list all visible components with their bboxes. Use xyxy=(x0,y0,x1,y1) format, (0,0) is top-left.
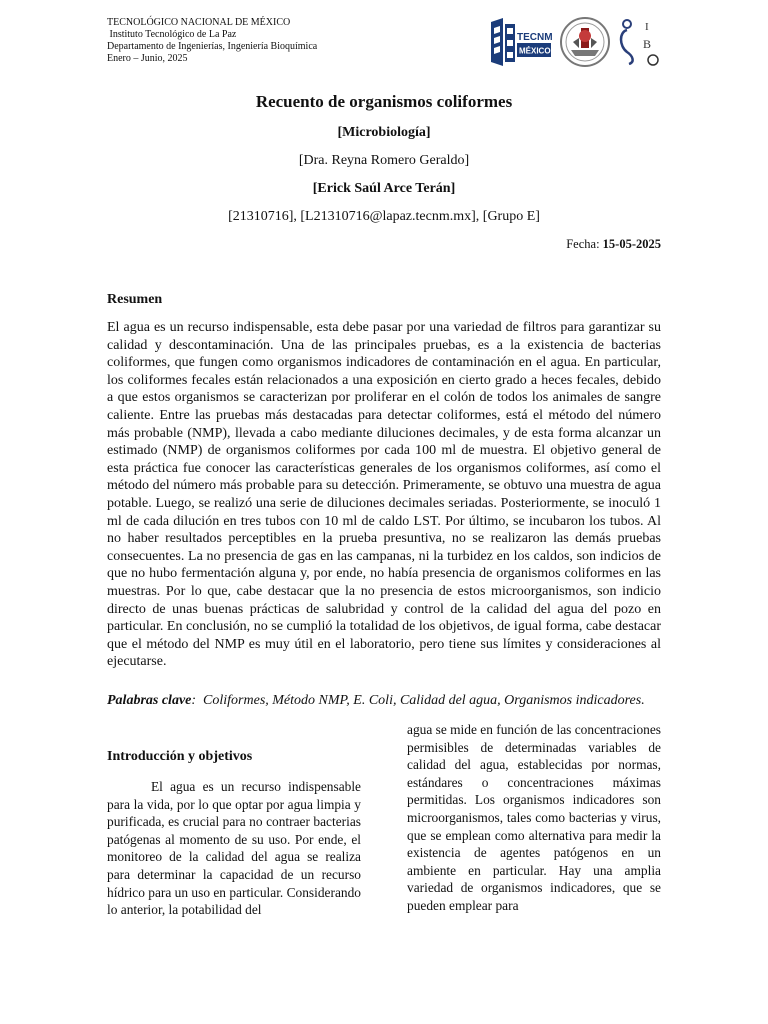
header-line-3: Departamento de Ingenierías, Ingeniería Bioquímica xyxy=(107,41,318,52)
ib-logo xyxy=(617,16,663,68)
ib-logo-b: B xyxy=(643,37,652,51)
keywords xyxy=(107,693,661,709)
intro-heading: Introducción y objetivos xyxy=(107,749,253,764)
logo-strip xyxy=(489,16,664,68)
header-line-2: Instituto Tecnológico de La Paz xyxy=(107,29,237,40)
keywords-sep: : xyxy=(191,693,204,708)
abstract-heading: Resumen xyxy=(107,292,163,307)
student-ids: [21310716], [L21310716@lapaz.tecnm.mx], [Grupo E] xyxy=(228,209,540,224)
intro-left-column: El agua es un recurso indispensable para la vida, por lo que optar por agua limpia y purificada, es crucial para no contraer bacterias patógenas al momento de su uso. Por ende, el monitoreo de la calidad del agua se realiza para determinar la capacidad de un recurso hídrico para un uso en particular. Considerando lo anterior, la potabilidad del xyxy=(107,779,361,918)
ib-logo-i: I xyxy=(645,21,649,33)
keywords-text: Coliformes, Método NMP, E. Coli, Calidad del agua, Organismos indicadores. xyxy=(203,693,645,708)
date-label: Fecha: xyxy=(566,237,603,251)
itlp-seal-logo xyxy=(559,16,611,68)
abstract-text: El agua es un recurso indispensable, esta debe pasar por una variedad de filtros para garantizar su calidad y descontaminación. Una de las principales pruebas, es a la existencia de bacterias coliformes, que fungen como organismos indicadores de contaminación en el agua. En particular, los coliformes fecales están relacionados a una exposición en cierto grado a heces fecales, debido a que estos organismos se caracterizan por proliferar en el colón de todos los animales de sangre caliente. Entre las pruebas más destacadas para detectar coliformes, está el método del número más probable (NMP), llevada a cabo mediante diluciones decimales, y de esta forma alcanzar un estimado (NMP) de organismos coliformes por cada 100 ml de muestra. El objetivo general de esta práctica fue conocer las características generales de los organismos coliformes, así como el método del número más probable para su detección. Primeramente, se obtuvo una muestra de agua potable. Luego, se realizó una serie de diluciones decimales seriadas. Posteriormente, se inoculó 1 ml de cada dilución en tres tubos con 10 ml de caldo LST. Por último, se incubaron los tubos. Al no haber resultados perceptibles en la prueba presuntiva, no se realizaron las demás pruebas consecuentes. La no presencia de gas en las campanas, ni la turbidez en los caldos, son indicios de que no hubo fermentación alguna y, por ende, no había presencia de organismos coliformes en las muestras. Por lo que, cabe destacar que la no presencia de estos microorganismos, son indicio directo de unas buenas prácticas de salubridad y control de la calidad del agua del pozo en particular. En conclusión, no se cumplió la totalidad de los objetivos, de igual forma, cabe destacar que el método del NMP es muy útil en el laboratorio, pero tiene sus límites y consideraciones al ejecutarse. xyxy=(107,320,661,670)
tecnm-logo xyxy=(489,16,553,68)
mexico-logo-text: MÉXICO xyxy=(519,46,551,56)
paper-title: Recuento de organismos coliformes xyxy=(255,92,513,111)
course-name: [Microbiología] xyxy=(337,125,431,140)
header-line-4: Enero – Junio, 2025 xyxy=(107,53,188,64)
institution-header xyxy=(107,17,317,65)
intro-right-column: agua se mide en función de las concentraciones permisibles de determinadas variables de calidad del agua, establecidas por normas, estándares o concentraciones máximas permitidas. Los organismos indicadores son microorganismos, tales como bacterias y virus, que se emplean como alternativa para medir la existencia de agentes patógenos en un ambiente en particular. Hay una amplia variedad de organismos indicadores, que se pueden emplear para xyxy=(407,722,661,913)
header-line-1: TECNOLÓGICO NACIONAL DE MÉXICO xyxy=(107,17,291,28)
student-name: [Erick Saúl Arce Terán] xyxy=(312,181,456,196)
date-value: 15-05-2025 xyxy=(602,237,661,251)
keywords-label: Palabras clave xyxy=(107,693,192,708)
date-line xyxy=(566,237,661,252)
tecnm-logo-text: TECNM xyxy=(517,32,553,43)
teacher-name: [Dra. Reyna Romero Geraldo] xyxy=(298,153,470,168)
